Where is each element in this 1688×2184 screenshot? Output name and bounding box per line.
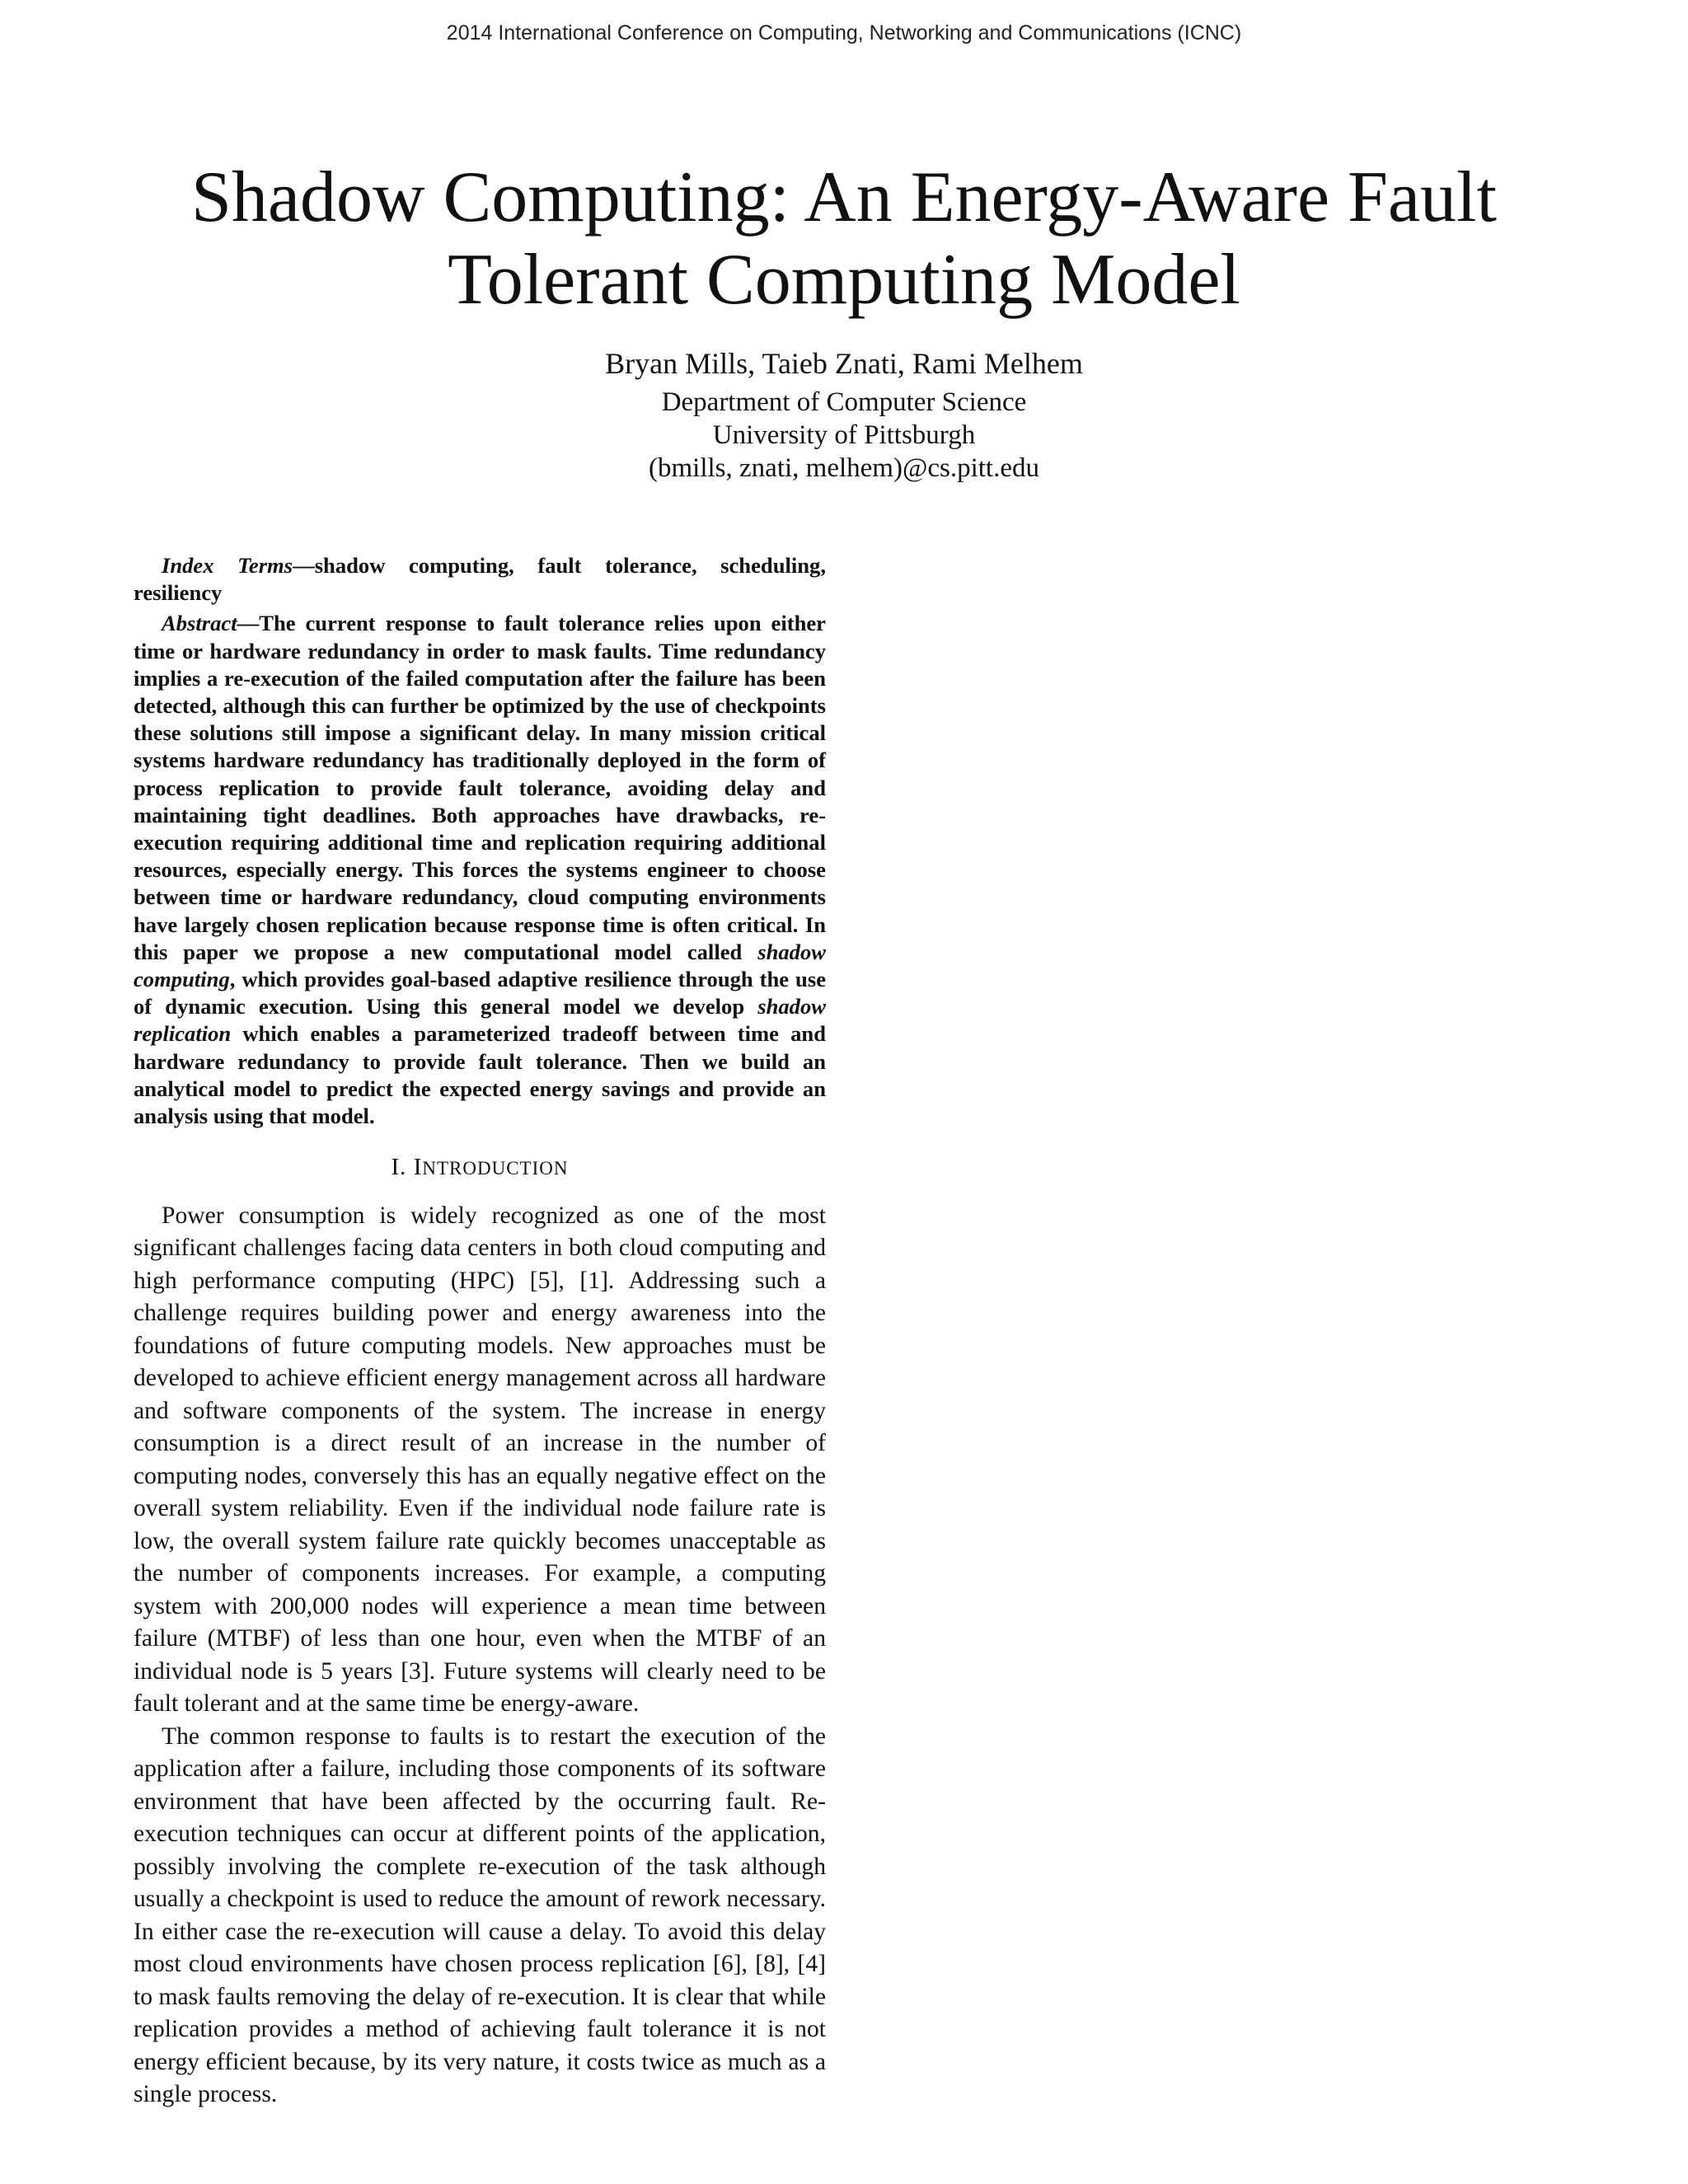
intro-paragraph-1: Power consumption is widely recognized as one of the most significant challenges facing data centers in both cloud computing and high performance computing (HPC) [5], [1]. Addressing such a challenge requires building power and energy awareness into the foundations of future computing models. New approaches must be developed to achieve efficient energy management across all hardware and software components of the system. The increase in energy consumption is a direct result of an increase in the number of computing nodes, conversely this has an equally negative effect on the overall system reliability. Even if the individual node failure rate is low, the overall system failure rate quickly becomes unacceptable as the number of components increases. For example, a computing system with 200,000 nodes will experience a mean time between failure (MTBF) of less than one hour, even when the MTBF of an individual node is 5 years [3]. Future systems will clearly need to be fault tolerant and at the same time be energy-aware. bbox=[134, 1202, 826, 1718]
author-email: (bmills, znati, melhem)@cs.pitt.edu bbox=[649, 453, 1039, 483]
abstract-emphasis: shadow computing bbox=[134, 939, 826, 992]
paper-title bbox=[124, 157, 1564, 321]
section-initial: I bbox=[413, 1154, 423, 1181]
abstract bbox=[134, 610, 826, 1130]
abstract-text: —The current response to fault tolerance relies upon either time or hardware redundancy in order to mask faults. Time redundancy implies a re-execution of the failed computation after the failure has been detected, although this can further be optimized by the use of checkpoints these solutions still impose a significant delay. In many mission critical systems hardware redundancy has traditionally deployed in the form of process replication to provide fault tolerance, avoiding delay and maintaining tight deadlines. Both approaches have drawbacks, re-execution requiring additional time and replication requiring additional resources, especially energy. This forces the systems engineer to choose between time or hardware redundancy, cloud computing environments have largely chosen replication because response time is often critical. In this paper we propose a new computational model called bbox=[134, 611, 826, 964]
abstract-block bbox=[134, 552, 826, 1130]
intro-paragraph-2: The common response to faults is to restart the execution of the application after a failure, including those components of its software environment that have been affected by the occurring fault. Re-execution techniques can occur at different points of the application, possibly involving the complete re-execution of the task although usually a checkpoint is used to reduce the amount of rework necessary. In either case the re-execution will cause a delay. To avoid this delay most cloud environments have chosen process replication [6], [8], [4] to mask faults removing the delay of re-execution. It is clear that while replication provides a method of achieving fault tolerance it is not energy efficient because, by its very nature, it costs twice as much as a single process. bbox=[134, 1722, 826, 2108]
section-title-rest: NTRODUCTION bbox=[422, 1158, 569, 1179]
author-list: Bryan Mills, Taieb Znati, Rami Melhem bbox=[605, 347, 1083, 380]
index-terms bbox=[134, 552, 826, 607]
abstract-label: Abstract bbox=[162, 611, 237, 636]
abstract-emphasis: shadow replication bbox=[134, 994, 826, 1047]
affiliation-university: University of Pittsburgh bbox=[712, 420, 976, 450]
affiliation-department: Department of Computer Science bbox=[661, 387, 1027, 417]
title-line-1: Shadow Computing: An Energy-Aware Fault bbox=[191, 157, 1497, 237]
running-head: 2014 International Conference on Computing, Networking and Communications (ICNC) bbox=[446, 21, 1242, 45]
index-terms-label: Index Terms bbox=[162, 553, 293, 578]
section-heading-introduction bbox=[134, 1151, 826, 1185]
section-number: I. bbox=[391, 1154, 414, 1181]
abstract-text: which enables a parameterized tradeoff between time and hardware redundancy to provide fault tolerance. Then we build an analytical model to predict the expected energy savings and provide an analysis using that model. bbox=[134, 1021, 826, 1129]
title-line-2: Tolerant Computing Model bbox=[448, 240, 1240, 320]
index-terms-text: —shadow computing, fault tolerance, scheduling, resiliency bbox=[134, 553, 826, 606]
left-column bbox=[134, 552, 826, 2111]
abstract-text: , which provides goal-based adaptive resilience through the use of dynamic execution. Using this general model we develop bbox=[134, 967, 826, 1019]
